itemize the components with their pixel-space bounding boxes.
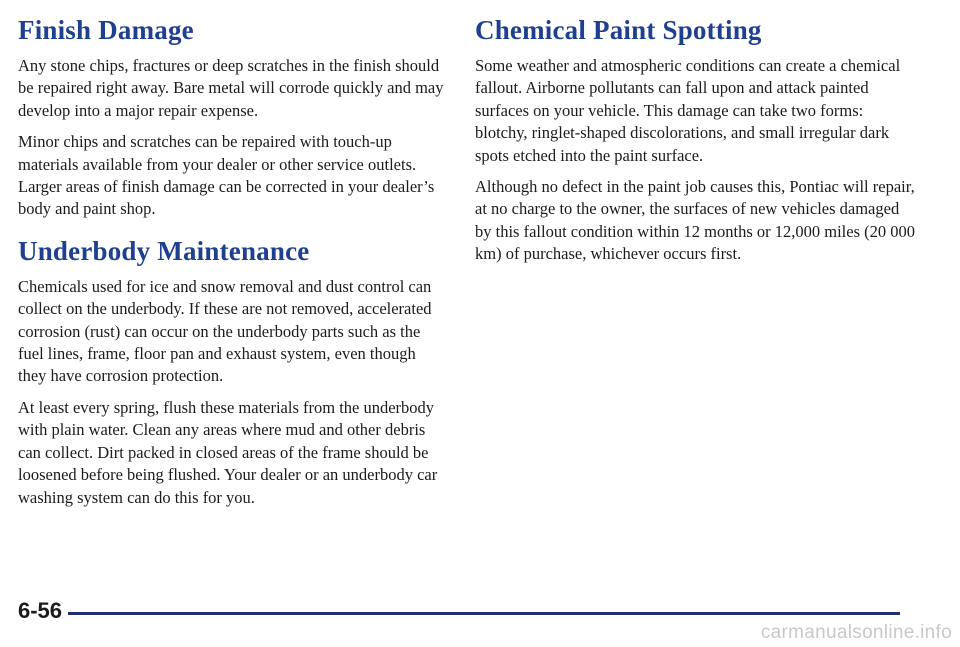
- watermark: carmanualsonline.info: [760, 622, 952, 643]
- section-heading-chemical-paint-spotting: Chemical Paint Spotting: [475, 15, 762, 45]
- section-heading-finish-damage: Finish Damage: [18, 15, 194, 45]
- footer-rule: [68, 612, 900, 615]
- paragraph-finish-damage-2: Minor chips and scratches can be repaired with touch-up materials available from your dealer or other service outlets. Larger areas of finish damage can be corrected in your dealer’s body and paint shop.: [18, 132, 435, 219]
- paragraph-paint-spotting-2: Although no defect in the paint job causes this, Pontiac will repair, at no charge to the owner, the surfaces of new vehicles damaged by this fallout condition within 12 months or 12,000 miles (20 000 km) of purchase, whichever occurs first.: [475, 177, 915, 264]
- paragraph-underbody-2: At least every spring, flush these materials from the underbody with plain water. Clean any areas where mud and other debris can collect. Dirt packed in closed areas of the frame should be loosened before being flushed. Your dealer or an underbody car washing system can do this for you.: [18, 397, 438, 507]
- paragraph-paint-spotting-1: Some weather and atmospheric conditions can create a chemical fallout. Airborne pollutants can fall upon and attack painted surfaces on your vehicle. This damage can take two forms: blotchy, ringlet-shaped discolorations, and small irregular dark spots etched into the paint surface.: [475, 56, 901, 165]
- page-number: 6-56: [18, 598, 63, 623]
- right-column: [475, 14, 915, 275]
- left-column: [18, 14, 448, 518]
- section-heading-underbody-maintenance: Underbody Maintenance: [18, 235, 310, 266]
- paragraph-finish-damage-1: Any stone chips, fractures or deep scratches in the finish should be repaired right away. Bare metal will corrode quickly and may develop into a major repair expense.: [18, 56, 444, 120]
- paragraph-underbody-1: Chemicals used for ice and snow removal and dust control can collect on the underbody. If these are not removed, accelerated corrosion (rust) can occur on the underbody parts such as the fuel lines, frame, floor pan and exhaust system, even though they have corrosion protection.: [18, 276, 432, 386]
